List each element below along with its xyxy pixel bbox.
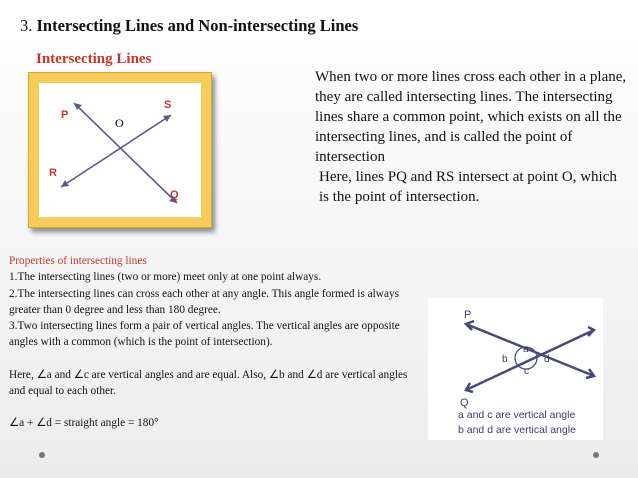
caption-bd: b and d are vertical angle — [458, 424, 576, 436]
label-q: Q — [170, 189, 179, 201]
slide-title — [20, 16, 358, 36]
label-q: Q — [460, 397, 469, 409]
property-item: 3.Two intersecting lines form a pair of vertical angles. The vertical angles are opposite angles with a common (which is the point of intersection). — [9, 320, 400, 349]
properties-section — [9, 253, 409, 432]
label-d: d — [544, 354, 550, 365]
line-pq — [74, 103, 177, 203]
vertical-angles-diagram — [428, 298, 603, 440]
vertical-angles-note: Here, ∠a and ∠c are vertical angles and are equal. Also, ∠b and ∠d are vertical angles and equal to each other. — [9, 368, 408, 398]
label-p: P — [464, 309, 472, 321]
definition-text: When two or more lines cross each other in a plane, they are called intersecting lines. The intersecting lines share a common point, which exists on all the intersecting lines, and is called the point of intersection — [315, 69, 627, 165]
property-item: 2.The intersecting lines can cross each other at any angle. This angle formed is always greater than 0 degree and less than 180 degree. — [9, 287, 400, 316]
slide-bullet-left — [39, 452, 45, 458]
section-subtitle: Intersecting Lines — [36, 51, 152, 67]
example-text: Here, lines PQ and RS intersect at point O, which is the point of intersection. — [319, 169, 617, 205]
spacer — [9, 399, 409, 415]
title-text: Intersecting Lines and Non-intersecting Lines — [36, 16, 359, 35]
figure-canvas — [39, 83, 201, 217]
vertical-angles-figure — [428, 298, 603, 440]
intersecting-lines-diagram — [39, 83, 201, 217]
label-p: P — [61, 109, 69, 121]
intersecting-lines-figure — [28, 72, 212, 228]
properties-heading: Properties of intersecting lines — [9, 255, 147, 267]
label-b: b — [502, 354, 508, 365]
straight-angle-equation: ∠a + ∠d = straight angle = 180° — [9, 417, 159, 430]
caption-ac: a and c are vertical angle — [458, 409, 576, 421]
label-s: S — [164, 99, 172, 111]
line-2 — [466, 330, 594, 390]
slide-bullet-right — [593, 452, 599, 458]
label-a: a — [523, 344, 529, 355]
label-o: O — [115, 116, 124, 130]
label-c: c — [524, 366, 529, 377]
spacer — [9, 351, 409, 367]
title-number: 3. — [20, 16, 33, 35]
property-item: 1.The intersecting lines (two or more) meet only at one point always. — [9, 271, 322, 284]
label-r: R — [49, 167, 57, 179]
